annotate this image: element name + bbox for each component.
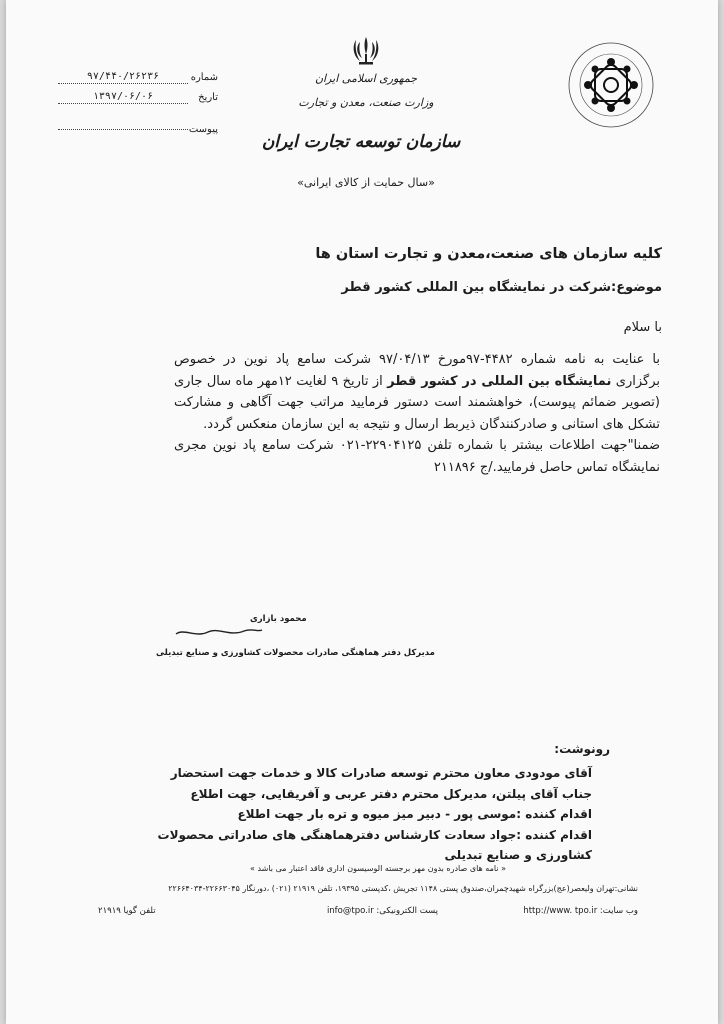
letter-attachment-value	[58, 128, 188, 130]
letter-date-value: ۱۳۹۷/۰۶/۰۶	[58, 91, 188, 104]
subject: موضوع:شرکت در نمایشگاه بین المللی کشور قطر	[341, 280, 662, 295]
copy-recipient: آقای مودودی معاون محترم توسعه صادرات کالا و خدمات جهت استحضار	[170, 766, 592, 780]
copy-recipient: کشاورزی و صنایع تبدیلی	[444, 848, 592, 862]
letter-attachment-row	[58, 120, 218, 138]
org-name: سازمان توسعه تجارت ایران	[261, 132, 461, 152]
footer-phone: تلفن گویا ۲۱۹۱۹	[98, 906, 156, 916]
letter-number-value: ۹۷/۴۴۰/۲۶۲۳۶	[58, 71, 188, 84]
copies-list	[112, 763, 592, 866]
addressee: کلیه سازمان های صنعت،معدن و تجارت استان ها	[315, 246, 662, 262]
letter-page	[6, 0, 718, 1024]
motto: «سال حمایت از کالای ایرانی»	[297, 176, 435, 189]
letter-number-row	[58, 68, 218, 86]
body-text-part3: ضمنا"جهت اطلاعات بیشتر با شماره تلفن ۲۲۹۰۴۱۲۵-۰۲۱ شرکت سامع پاد نوین مجری نمایشگاه تماس حاصل فرمایید./ج ۲۱۱۸۹۶	[174, 438, 660, 475]
letter-meta	[58, 68, 218, 140]
footer-address: نشانی:تهران ولیعصر(عج)بزرگراه شهیدچمران،صندوق پستی ۱۱۴۸ تجریش ،کدپستی ۱۹۳۹۵، تلفن ۲۱۹۱۹ (۰۲۱) ،دورنگار ۲۲۶۶۳۰۴۵-۲۲۶۶۴۰۳۴	[168, 884, 638, 893]
signatory-name: محمود بازاری	[250, 614, 307, 624]
letter-attachment-label: پیوست	[188, 123, 218, 135]
org-line-ministry: وزارت صنعت، معدن و تجارت	[298, 96, 434, 109]
letter-body	[174, 349, 660, 478]
body-highlight-exhibition: نمایشگاه بین المللی در کشور قطر	[387, 373, 612, 389]
iran-emblem-icon	[350, 34, 382, 68]
copy-recipient: اقدام کننده :موسی پور - دبیر میز میوه و تره بار جهت اطلاع	[237, 807, 592, 821]
tpo-logo-icon	[566, 40, 656, 130]
greeting: با سلام	[623, 320, 662, 335]
handwritten-signature	[174, 626, 264, 640]
letter-date-row	[58, 88, 218, 106]
footer-website[interactable]: وب سایت: http://www. tpo.ir	[523, 906, 638, 916]
letter-number-label: شماره	[190, 71, 218, 83]
org-line-republic: جمهوری اسلامی ایران	[314, 72, 418, 85]
body-text-part2: از تاریخ ۹ لغایت ۱۲مهر ماه سال جاری (تصویر ضمائم پیوست)، خواهشمند است دستور فرمایید مراتب جهت آگاهی و مشارکت تشکل های استانی و صادرکنندگان ذیربط ارسال و نتیجه به این سازمان منعکس گردد.	[174, 373, 660, 432]
copies-heading: رونوشت:	[554, 742, 610, 756]
copy-recipient: جناب آقای پیلتن، مدیرکل محترم دفتر عربی و آفریقایی، جهت اطلاع	[190, 786, 592, 801]
validity-note: « نامه های صادره بدون مهر برجسته الوسیسون اداری فاقد اعتبار می باشد »	[250, 864, 506, 873]
signatory-title: مدیرکل دفتر هماهنگی صادرات محصولات کشاورزی و صنایع تبدیلی	[156, 648, 435, 658]
letter-date-label: تاریخ	[198, 91, 218, 103]
footer-email[interactable]: پست الکترونیکی: info@tpo.ir	[326, 906, 438, 916]
body-text-part1: با عنایت به نامه شماره ۴۴۸۲-۹۷مورخ ۹۷/۰۴/۱۳ شرکت سامع پاد نوین در خصوص برگزاری	[174, 352, 660, 389]
copy-recipient: اقدام کننده :جواد سعادت کارشناس دفترهماهنگی های صادراتی محصولات	[157, 827, 592, 842]
